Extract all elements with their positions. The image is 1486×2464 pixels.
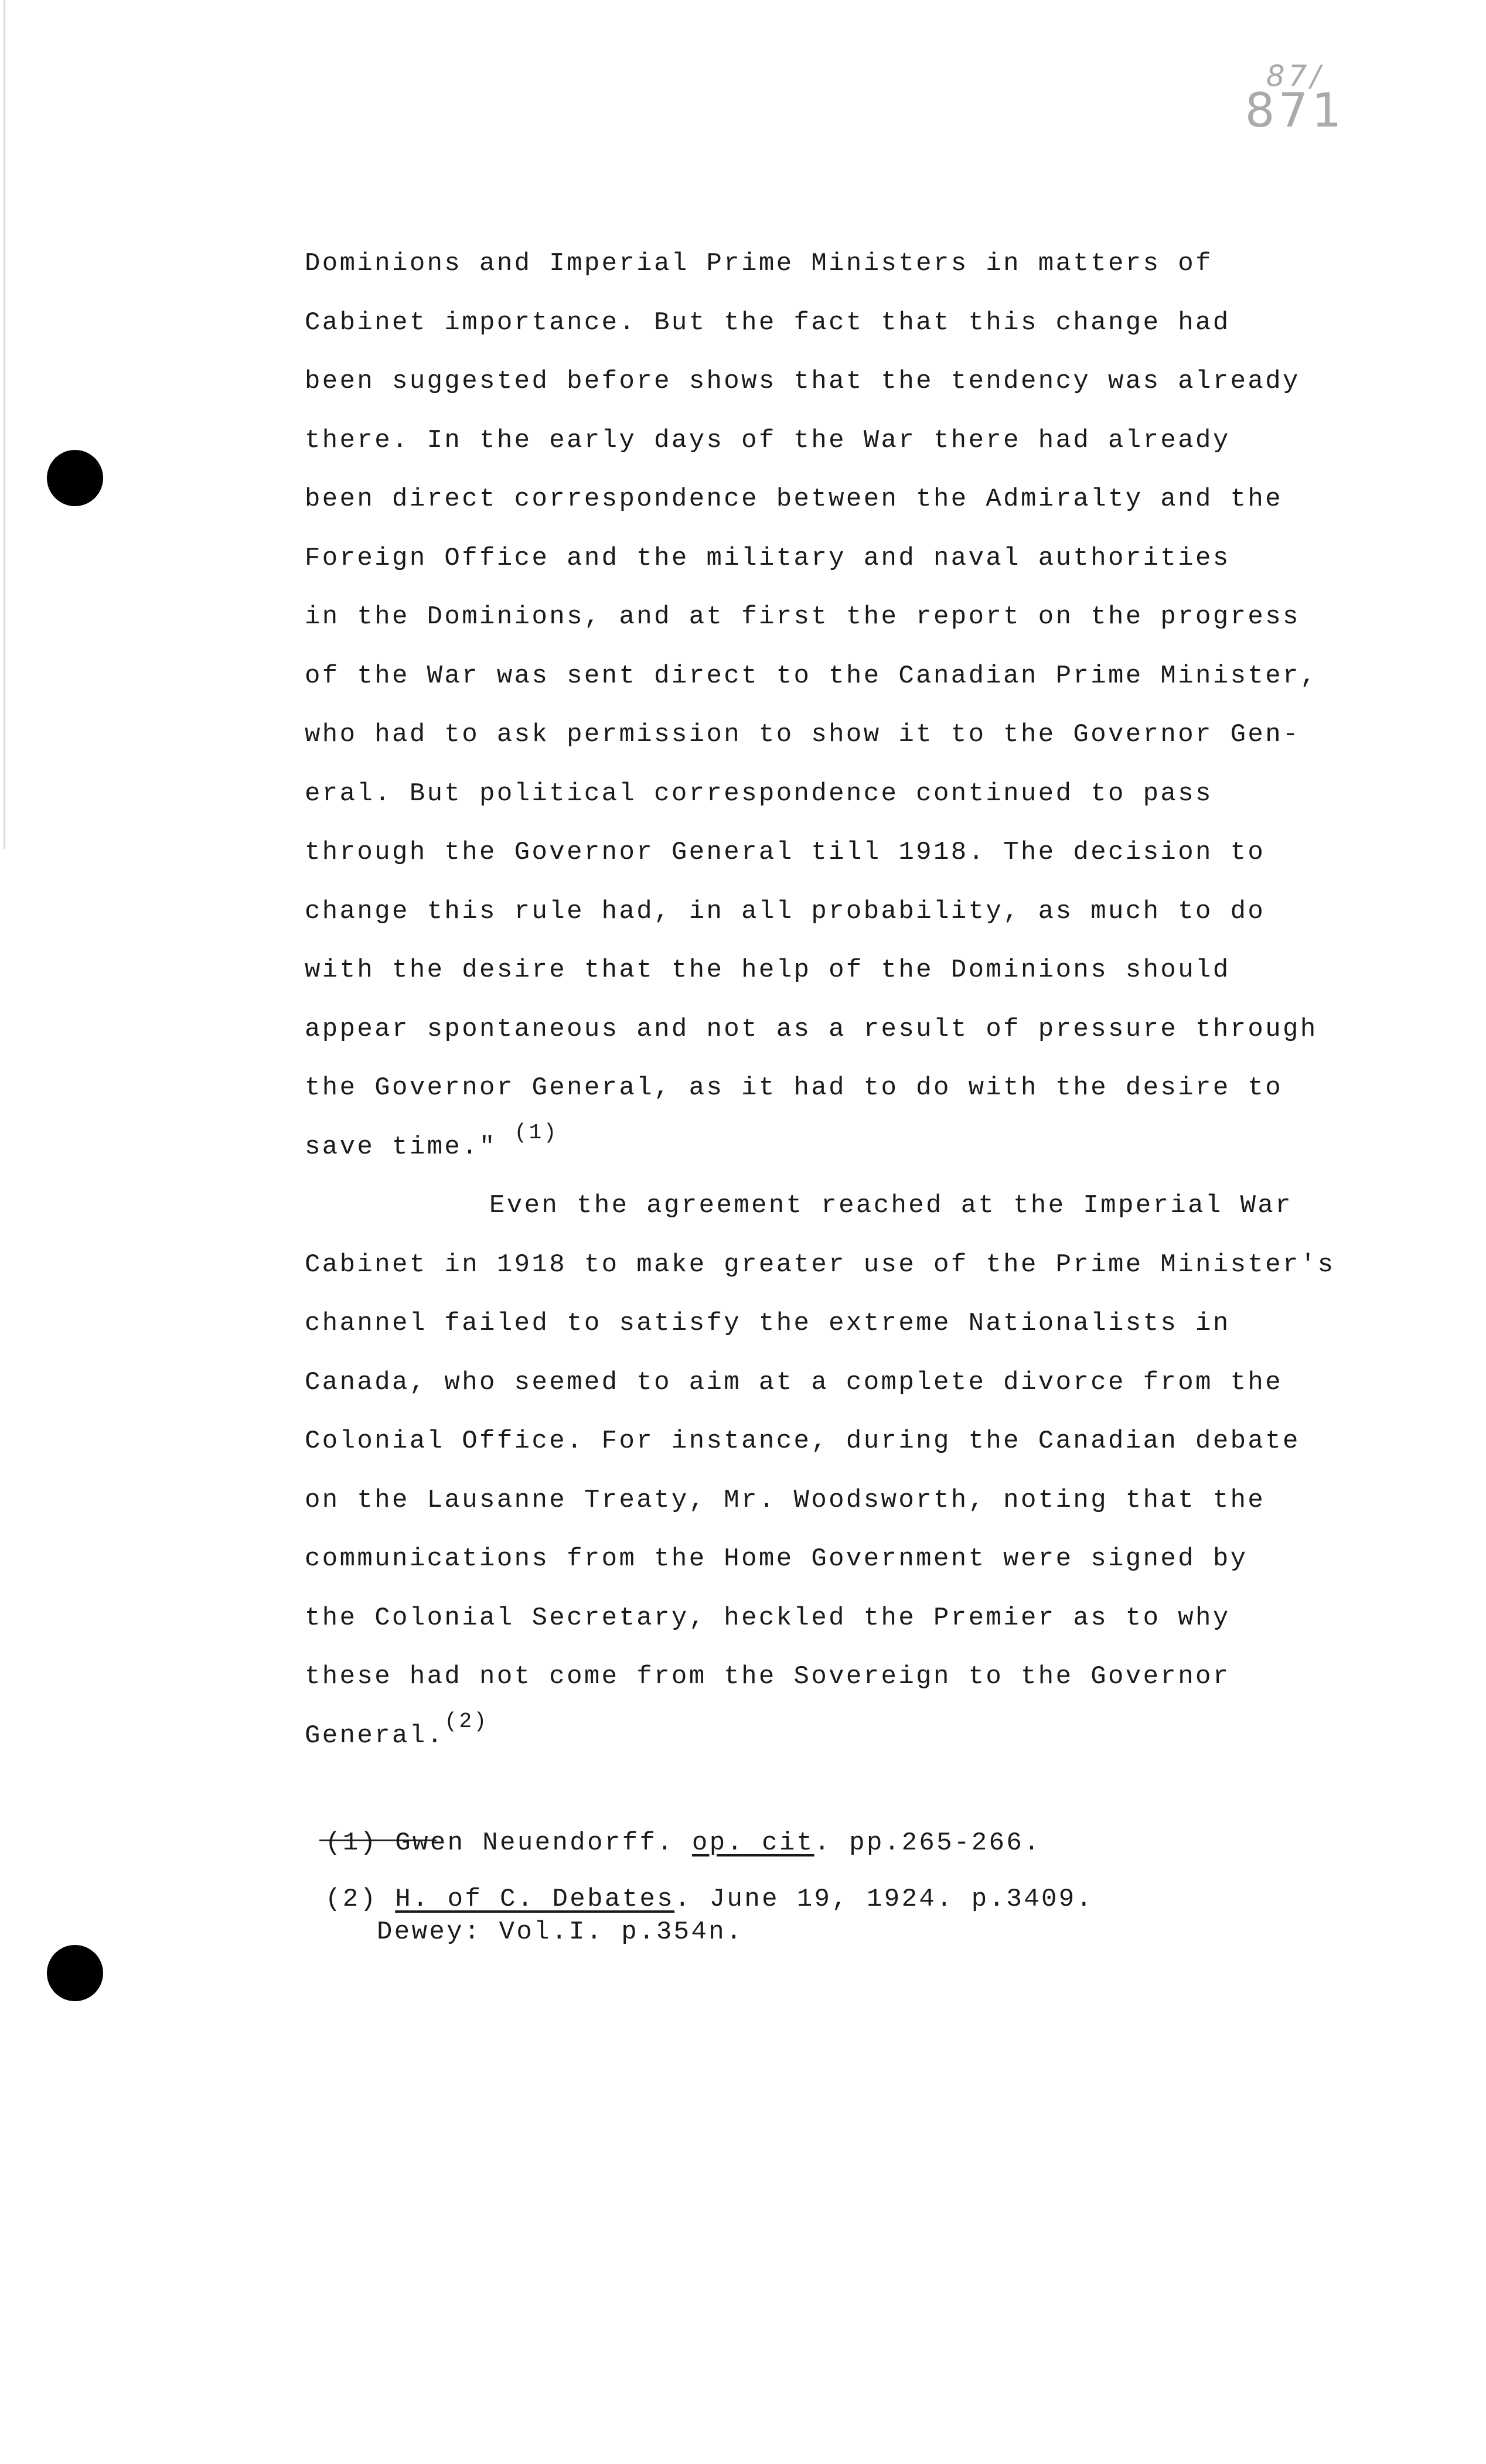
scan-edge-line bbox=[4, 0, 5, 849]
body-line: Cabinet in 1918 to make greater use of the Prime Minister's bbox=[305, 1250, 1335, 1279]
body-line: the Colonial Secretary, heckled the Premier as to why bbox=[305, 1603, 1231, 1633]
body-line-text: save time." bbox=[305, 1132, 497, 1162]
footnote-source: H. of C. Debates bbox=[395, 1885, 675, 1914]
body-line-text: General. bbox=[305, 1721, 445, 1750]
body-line: Foreign Office and the military and naval authorities bbox=[305, 543, 1231, 573]
body-line: in the Dominions, and at first the report on the progress bbox=[305, 602, 1300, 632]
body-line: Cabinet importance. But the fact that this change had bbox=[305, 308, 1231, 337]
body-line: been direct correspondence between the Admiralty and the bbox=[305, 484, 1283, 514]
body-text bbox=[305, 234, 1406, 1765]
body-line: eral. But political correspondence continued to pass bbox=[305, 779, 1213, 808]
footnote-author: Gwen Neuendorff. bbox=[395, 1828, 675, 1858]
footnote-pages: . pp.265-266. bbox=[814, 1828, 1042, 1858]
footnote-1 bbox=[325, 1827, 1380, 1859]
footnote-source: op. cit bbox=[691, 1828, 814, 1858]
page-number-original: 87/ bbox=[1266, 59, 1324, 93]
body-line: change this rule had, in all probability, as much to do bbox=[305, 896, 1266, 926]
body-line: channel failed to satisfy the extreme Nationalists in bbox=[305, 1309, 1231, 1338]
footnote-2 bbox=[325, 1883, 1380, 1916]
punch-hole-top bbox=[47, 450, 103, 506]
body-line: who had to ask permission to show it to the Governor Gen- bbox=[305, 720, 1300, 749]
footnote-2-continuation: Dewey: Vol.I. p.354n. bbox=[377, 1917, 744, 1947]
punch-hole-bottom bbox=[47, 1945, 103, 2001]
body-line-last bbox=[305, 1118, 1406, 1177]
body-line: there. In the early days of the War there had already bbox=[305, 425, 1231, 455]
footnote-detail: . June 19, 1924. p.3409. bbox=[674, 1885, 1094, 1914]
body-line: on the Lausanne Treaty, Mr. Woodsworth, noting that the bbox=[305, 1485, 1266, 1515]
page-number-current: 871 bbox=[1245, 83, 1345, 138]
body-line: through the Governor General till 1918. The decision to bbox=[305, 838, 1266, 867]
body-line: Colonial Office. For instance, during the Canadian debate bbox=[305, 1426, 1300, 1456]
body-line: appear spontaneous and not as a result of pressure through bbox=[305, 1014, 1318, 1044]
body-line: with the desire that the help of the Dominions should bbox=[305, 955, 1231, 985]
body-line: communications from the Home Government were signed by bbox=[305, 1544, 1248, 1574]
body-line: these had not come from the Sovereign to the Governor bbox=[305, 1662, 1231, 1691]
body-line-last bbox=[305, 1707, 1406, 1766]
footnote-ref-2: (2) bbox=[444, 1709, 489, 1733]
paragraph-2-first-line: Even the agreement reached at the Imperial War bbox=[489, 1191, 1293, 1220]
body-line: been suggested before shows that the tendency was already bbox=[305, 367, 1300, 396]
footnotes bbox=[325, 1827, 1380, 1948]
page-number bbox=[1236, 59, 1354, 138]
body-line: Canada, who seemed to aim at a complete divorce from the bbox=[305, 1367, 1283, 1397]
body-line: the Governor General, as it had to do with the desire to bbox=[305, 1073, 1283, 1103]
footnote-marker: (2) bbox=[325, 1885, 378, 1914]
footnote-ref-1: (1) bbox=[514, 1120, 558, 1145]
footnote-marker: (1) bbox=[325, 1828, 378, 1858]
body-line: of the War was sent direct to the Canadian Prime Minister, bbox=[305, 661, 1318, 691]
body-line: Dominions and Imperial Prime Ministers in matters of bbox=[305, 249, 1213, 278]
